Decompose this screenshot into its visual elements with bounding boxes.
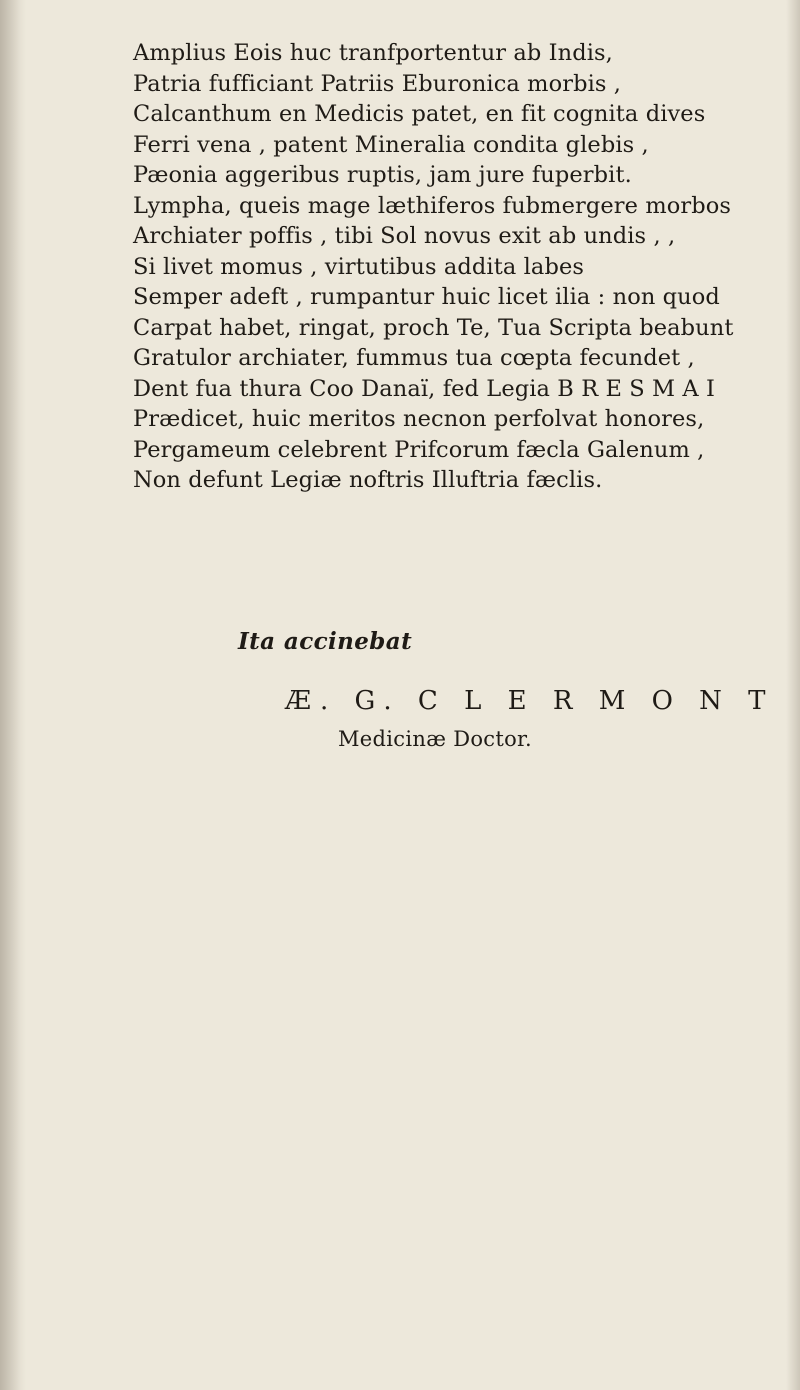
closing-heading: Ita accinebat [238, 628, 413, 655]
poem-block [133, 38, 773, 496]
poem-line-2: Patria fufficiant Patriis Eburonica morbis , [133, 70, 622, 97]
poem-line-3: Calcanthum en Medicis patet, en fit cognita dives [133, 101, 706, 127]
page-right-shadow [786, 0, 800, 1390]
poem-line-9: Semper adeft , rumpantur huic licet ilia : non quod [133, 284, 720, 310]
page-left-shadow [0, 0, 26, 1390]
poem-line-7: Archiater poffis , tibi Sol novus exit ab undis , , [133, 223, 676, 249]
poem-line-4: Ferri vena , patent Mineralia condita glebis , [133, 131, 649, 158]
poem-line-8: Si livet momus , virtutibus addita labes [133, 253, 585, 280]
poem-line-6: Lympha, queis mage læthiferos fubmergere morbos [133, 192, 732, 219]
poem-line-10: Carpat habet, ringat, proch Te, Tua Scripta beabunt [133, 314, 734, 341]
poem-line-5: Pæonia aggeribus ruptis, jam jure fuperbit. [133, 162, 632, 188]
author-signature: Æ. G. C L E R M O N T [285, 686, 775, 716]
poem-line-1: Amplius Eois huc tranfportentur ab Indis, [133, 40, 613, 66]
poem-line-12: Dent fua thura Coo Danaï, fed Legia B R E S M A I [133, 375, 716, 402]
poem-line-14: Pergameum celebrent Prifcorum fæcla Galenum , [133, 436, 705, 463]
poem-line-15: Non defunt Legiæ noftris Illuftria fæclis. [133, 467, 603, 493]
poem-line-13: Prædicet, huic meritos necnon perfolvat honores, [133, 406, 705, 432]
author-title: Medicinæ Doctor. [338, 727, 533, 751]
poem-line-11: Gratulor archiater, fummus tua cœpta fecundet , [133, 345, 695, 371]
